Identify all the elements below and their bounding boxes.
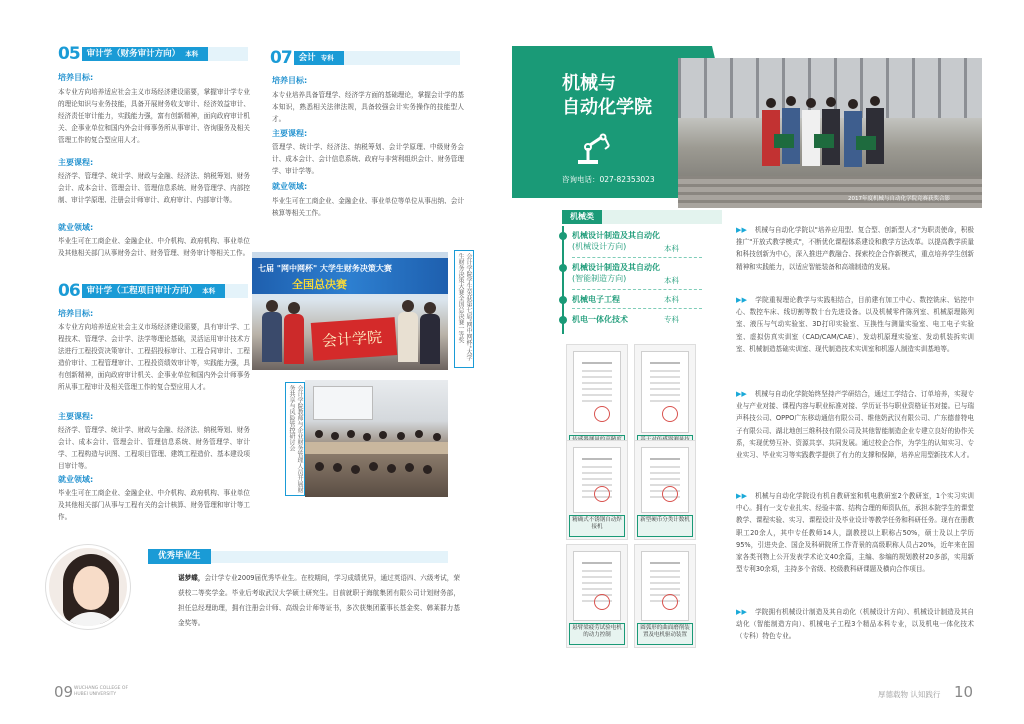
section-number: 05 (58, 44, 80, 64)
major-1-direction: (机械设计方向) (572, 242, 627, 251)
course-label: 主要课程: (272, 129, 308, 138)
banner-line2: 全国总决赛 (292, 278, 347, 291)
section-header-bar (225, 284, 248, 298)
seminar-photo (305, 380, 448, 497)
job-text: 毕业生可在工商企业、金融企业、中介机构、政府机构、事业单位及其他相关部门从事与工程有关的会计核算、财务管理和审计等工作。 (58, 489, 250, 521)
major-2-name (572, 262, 660, 284)
major-dot (559, 296, 567, 304)
goal-label: 培养目标: (58, 73, 94, 82)
major-dot (559, 264, 567, 272)
course-text: 经济学、管理学、统计学、财政与金融、经济法、纳税筹划、财务会计、成本会计、管理会计、管理信息系统、财务管理学、审计学、工程构造与识图、工程项目管理、建筑工程造价、基本建设项目审计等。 (58, 426, 250, 470)
graduate-name: 谌梦蝶， (178, 574, 205, 582)
major-dot (559, 232, 567, 240)
major-1-level: 本科 (664, 244, 679, 253)
certificate-4 (634, 440, 696, 540)
group-photo (678, 58, 982, 208)
section-number: 06 (58, 281, 80, 301)
photo-banner (252, 258, 448, 294)
graduate-bio: 会计学专业2009届优秀毕业生。在校期间，学习成绩优异，通过英语四、六级考试，荣获校二等奖学金。毕业后考取武汉大学硕士研究生。目前就职于海航集团有限公司计划财务部，担任总经理助理，拥有注册会计师、高级会计师等证书，多次获集团董事长基金奖、韩莱群力基金奖等。 (178, 574, 461, 627)
major-3-level: 本科 (664, 295, 679, 304)
goal-text: 本专业培养具备管理学、经济学方面的基础理论，掌握会计学的基本知识，熟悉相关法律法规，具备较强会计实务操作的技能型人才。 (272, 91, 464, 123)
course-text: 管理学、统计学、经济法、纳税筹划、会计学原理、中级财务会计、成本会计、会计信息系统、政府与非营利组织会计、财务管理学、审计学等。 (272, 143, 464, 175)
person-body (284, 314, 304, 364)
section-level: 本科 (185, 50, 199, 58)
group-photo-caption: 2017年度机械与自动化学院竞赛获奖合影 (848, 196, 950, 202)
arrow-icon: ▶▶ (736, 390, 747, 398)
certificate-3 (566, 440, 628, 540)
certificate-6 (634, 544, 696, 648)
paragraph-text: 学院重视理论教学与实践相结合，目前建有加工中心、数控铣床、钻控中心、数控车床、线切割等数十台先进设备。以及机械零件陈列室、机械原理陈列室、液压与气动实验室、3D打印实验室、互换性与测量实验室、电工电子实验室、虚拟仿真实训室（CAD/CAM/CAE）、发动机原理实验室、发动机装拆实训室、机械制造基础实训室、现代制造技术实训室和机器人制造实训基地等。 (736, 296, 974, 353)
major-2-level: 本科 (664, 276, 679, 285)
paragraph-1 (736, 224, 974, 273)
certificate-caption: 新型硬币分类计数机 (637, 515, 693, 537)
job-label: 就业领域: (58, 223, 94, 232)
arrow-icon: ▶▶ (736, 226, 747, 234)
college-title-line1: 机械与 (562, 73, 616, 94)
page-number-left: 09 (54, 683, 74, 701)
section-level: 本科 (202, 287, 216, 295)
goal-label: 培养目标: (272, 76, 308, 85)
person-head (266, 300, 278, 312)
arrow-icon: ▶▶ (736, 608, 748, 616)
person-body (420, 314, 440, 364)
section-07-header (270, 50, 460, 66)
building-windows (678, 58, 982, 118)
section-05-header (58, 46, 248, 62)
paragraph-2 (736, 294, 974, 355)
page-number-right: 10 (954, 683, 974, 701)
person-head (424, 302, 436, 314)
paragraph-text: 学院拥有机械设计制造及其自动化（机械设计方向）、机械设计制造及其自动化（智能制造方向）、机械电子工程3个精品本科专业，以及机电一体化技术（专科）特色专业。 (736, 608, 974, 641)
major-1-title: 机械设计制造及其自动化 (572, 231, 660, 240)
course-label: 主要课程: (58, 412, 94, 421)
section-header-bar (344, 51, 460, 65)
major-2-title: 机械设计制造及其自动化 (572, 263, 660, 272)
attendees (315, 462, 324, 471)
job-label: 就业领域: (272, 182, 308, 191)
certificate-caption: 悬臂梁疲劳试验电机的动力控制 (569, 623, 625, 645)
paragraph-text: 机械与自动化学院以"培养应用型、复合型、创新型人才"为职责使命，积极推广"开放式教学模式"，不断优化课程体系建设和教学方法改革。以提高教学质量和科技创新为中心，深入推进产教融合、探索校企合作新模式，重点培养学生创新精神和实践能力，以适应智能装备和高端制造的发展。 (736, 226, 974, 271)
graduate-tag: 优秀毕业生 (148, 549, 211, 564)
paragraph-text: 机械与自动化学院设有机自教研室和机电教研室2个教研室，1个实习实训中心。拥有一支专业扎实、经验丰富、结构合理的师资队伍，承担本院学生的课堂教学、课程实验、实习、课程设计及毕业设计等教学任务和科研任务。现有在册教职工20余人，其中专任教师14人，副教授以上职称占50%，硕士及以上学历95%，引进央企、国企及科研院所工作背景的高级职称人员占20%，近年来在国家各类刊物上公开发表学术论文40余篇，主编、参编的规划教材20多部，实用新型专利30余项，主持多个省级、校级教科研课题及横向合作项目。 (736, 492, 974, 574)
category-tag: 机械类 (562, 210, 602, 224)
certificate-5 (566, 544, 628, 648)
footer-motto: 厚德载物 认知践行 (878, 690, 941, 699)
section-title (294, 51, 344, 65)
avatar-face (73, 566, 109, 610)
photo2-caption: 会计学院教师与企业财务管理人员开展财务共享与风险管控研讨会 (285, 382, 305, 496)
divider (572, 257, 702, 258)
major-4-name: 机电一体化技术 (572, 315, 628, 324)
banner-line1: 七届 "网中网杯" 大学生财务决策大赛 (258, 264, 392, 273)
arrow-icon: ▶▶ (736, 296, 748, 304)
right-page (512, 0, 1024, 724)
section-number: 07 (270, 48, 292, 68)
goal-label: 培养目标: (58, 309, 94, 318)
section-title (82, 47, 209, 61)
screen (313, 386, 373, 420)
section-title-text: 审计学（工程项目审计方向） (86, 286, 198, 296)
table (305, 442, 448, 454)
major-dot (559, 316, 567, 324)
certificate-caption: 圆弧形的曲面磨削装置及电机驱动装置 (637, 623, 693, 645)
major-3-name: 机械电子工程 (572, 295, 620, 304)
section-level: 专科 (320, 54, 334, 62)
paragraph-text: 机械与自动化学院始终坚持产学研结合，通过工学结合、订单培养，实现专业与产业对接、课程内容与职业标准对接、学历证书与职业资格证书对接。已与瑞声科技公司、OPPO广东移动通信有限公司、维他奶武汉有限公司、广东德普特电子有限公司、湖北地创三维科技有限公司及其他智能制造企业专建立良好的协作关系，实现优势互补、资源共享、共同发展。通过校企合作，为学生的认知实习、专业实习、毕业实习等实践教学提供了有力的支撑和保障，培养应用型新技术人才。 (736, 390, 974, 460)
people-heads (766, 98, 776, 108)
graduate-avatar (46, 545, 130, 629)
major-2-direction: (智能制造方向) (572, 274, 627, 283)
divider (572, 308, 702, 309)
certificate-paper (573, 351, 621, 433)
major-4-level: 专科 (664, 315, 679, 324)
footer-line1: WUCHANG COLLEGE OF (74, 686, 129, 691)
major-1-name (572, 230, 660, 252)
paragraph-5 (736, 606, 974, 643)
arrow-icon: ▶▶ (736, 492, 748, 500)
person-head (288, 302, 300, 314)
person-body (262, 312, 282, 362)
divider (572, 289, 702, 290)
section-header-bar (208, 47, 248, 61)
certificate-paper (573, 447, 621, 513)
section-title-text: 审计学（财务审计方向） (86, 49, 181, 59)
certificate-paper (641, 351, 689, 433)
footer-line2: HUBEI UNIVERSITY (74, 692, 117, 697)
certificate-paper (641, 447, 689, 513)
course-label: 主要课程: (58, 158, 94, 167)
attendees (315, 430, 323, 438)
paragraph-4 (736, 490, 974, 575)
person-body (398, 312, 418, 362)
certificate-paper (573, 551, 621, 621)
certificate-caption: 精确式不锈钢自动焊接机 (569, 515, 625, 537)
goal-text: 本专业方向培养适应社会主义市场经济建设需要，具有审计学、工程技术、管理学、会计学、法学等理论基础，灵活运用审计技术方法进行工程投资决策审计、工程招投标审计、工程合同审计、工程造价审计、工程管理审计、工程投资绩效审计等，实践能力强，具有创新精神，面向政府审计机关、企事业单位和国内外会计师事务所从事工程审计及相关管理工作的复合型应用人才。 (58, 323, 250, 391)
certificates-held (774, 134, 794, 148)
flag-text: 会计学院 (321, 328, 383, 351)
red-flag (311, 317, 397, 361)
competition-photo (252, 252, 448, 370)
stairs (678, 176, 982, 208)
graduate-text (178, 571, 460, 631)
course-text: 经济学、管理学、统计学、财政与金融、经济法、纳税筹划、财务会计、成本会计、管理会计、管理信息系统、财务管理学、内部控制、审计学原理、注册会计师审计、政府审计、内部审计等。 (58, 172, 250, 204)
college-title-line2: 自动化学院 (562, 97, 652, 118)
person-head (402, 300, 414, 312)
job-text: 毕业生可在工商企业、金融企业、中介机构、政府机构、事业单位及其他相关部门从事财务会计、财务管理、财务审计等相关工作。 (58, 237, 250, 257)
section-title-text: 会计 (298, 53, 316, 63)
goal-text: 本专业方向培养适应社会主义市场经济建设需要，掌握审计学专业的理论知识与业务技能，具备开展财务收支审计、经济效益审计、经济责任审计能力，实践能力强，富有创新精神，面向政府审计机关、企事业单位和国内外会计师事务所从事审计、咨询服务及相关管理工作的复合型应用人才。 (58, 88, 250, 144)
job-label: 就业领域: (58, 475, 94, 484)
certificate-paper (641, 551, 689, 621)
paragraph-3 (736, 388, 974, 461)
section-title (82, 284, 226, 298)
job-text: 毕业生可在工商企业、金融企业、事业单位等单位从事出纳、会计核算等相关工作。 (272, 197, 464, 217)
section-06-header (58, 283, 248, 299)
college-phone: 咨询电话：027-82353023 (562, 175, 655, 184)
robot-arm-icon (574, 132, 614, 166)
photo1-caption: 会计学院学生荣获第七届"网中网杯"大学生财务决策大赛全国总决赛一等奖 (454, 250, 474, 368)
